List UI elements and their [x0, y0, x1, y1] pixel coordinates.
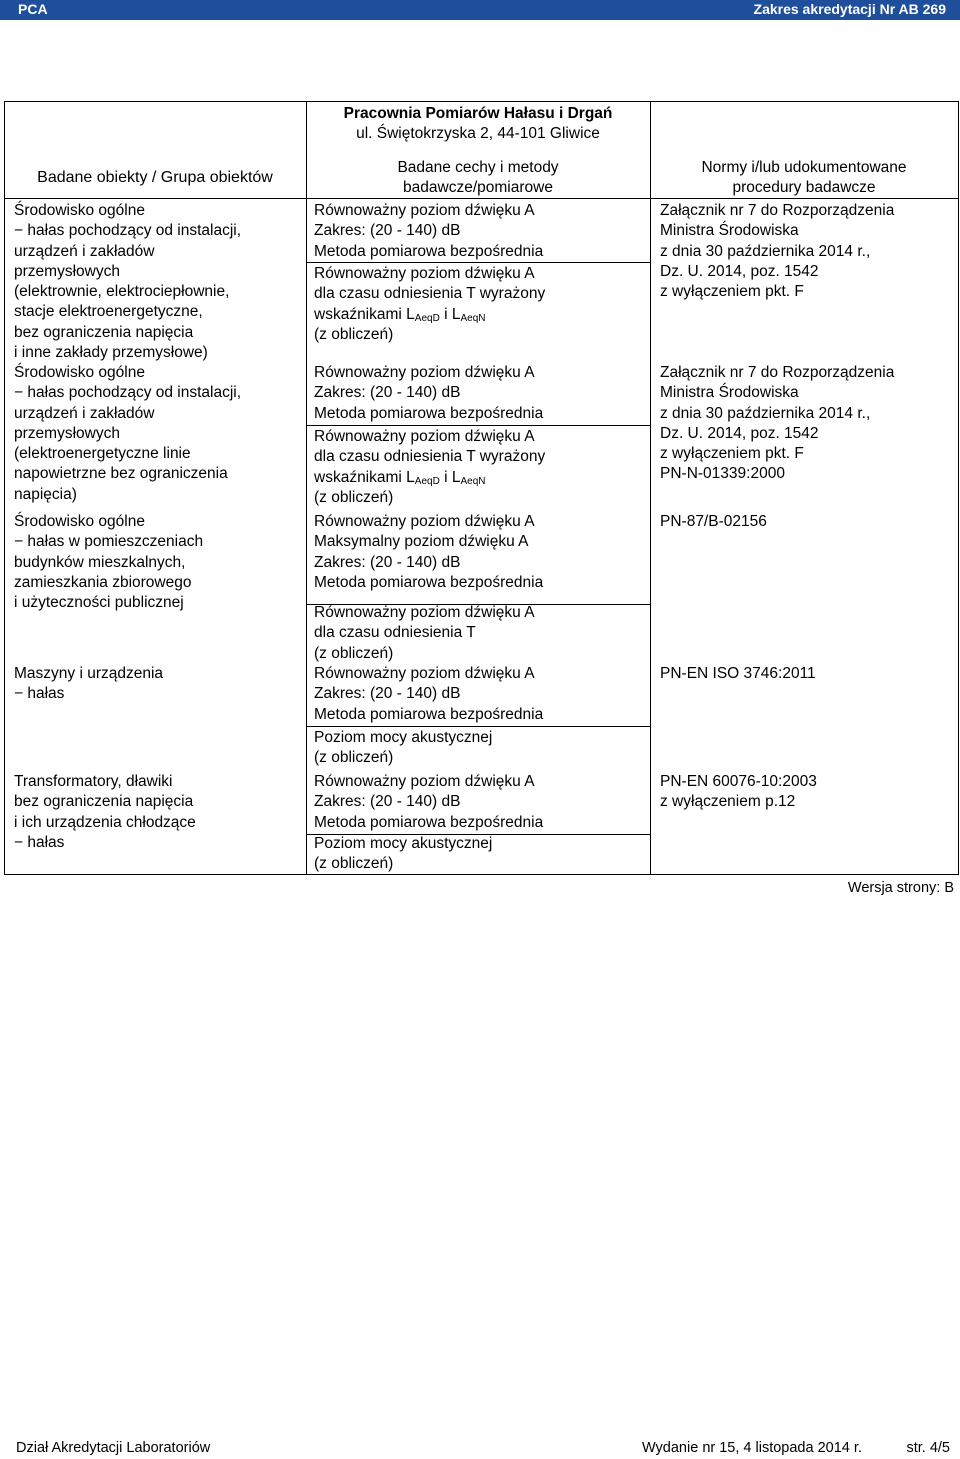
col2-header: Badane cechy i metody badawcze/pomiarowe [397, 159, 559, 197]
footer-department: Dział Akredytacji Laboratoriów [16, 1440, 211, 1456]
object-group-5: Transformatory, dławiki bez ograniczenia napięcia i ich urządzenia chłodzące − hałas [14, 773, 196, 851]
method-4b: Poziom mocy akustycznej (z obliczeń) [314, 729, 493, 767]
lab-name: Pracownia Pomiarów Hałasu i Drgań [343, 105, 613, 122]
object-group-3: Środowisko ogólne − hałas w pomieszczeniach budynków mieszkalnych, zamieszkania zbiorowego i użyteczności publicznej [14, 513, 204, 612]
method-5a: Równoważny poziom dźwięku A Zakres: (20 - 140) dB Metoda pomiarowa bezpośrednia [314, 773, 544, 831]
col1-header: Badane obiekty / Grupa obiektów [37, 169, 273, 186]
lab-address: ul. Świętokrzyska 2, 44-101 Gliwice [356, 125, 600, 142]
norms-3: PN-87/B-02156 [660, 513, 767, 530]
col3-header: Normy i/lub udokumentowane procedury badawcze [701, 159, 907, 197]
object-group-2: Środowisko ogólne − hałas pochodzący od instalacji, urządzeń i zakładów przemysłowych (elektroenergetyczne linie napowietrzne bez ograniczenia napięcia) [14, 364, 242, 503]
norms-2: Załącznik nr 7 do Rozporządzenia Ministra Środowiska z dnia 30 października 2014 r., Dz. U. 2014, poz. 1542 z wyłączeniem pkt. F PN-N-01339:2000 [660, 364, 895, 483]
footer-edition: Wydanie nr 15, 4 listopada 2014 r. [642, 1440, 862, 1456]
method-2a: Równoważny poziom dźwięku A Zakres: (20 - 140) dB Metoda pomiarowa bezpośrednia [314, 364, 544, 422]
method-5b: Poziom mocy akustycznej (z obliczeń) [314, 835, 493, 873]
object-group-4: Maszyny i urządzenia − hałas [14, 665, 164, 703]
header-title: Zakres akredytacji Nr AB 269 [753, 1, 946, 17]
method-2b: Równoważny poziom dźwięku A dla czasu odniesienia T wyrażony wskaźnikami $L_{AeqD}$ i $L_{AeqN}$ (z obliczeń) [314, 428, 546, 506]
method-1a: Równoważny poziom dźwięku A Zakres: (20 - 140) dB Metoda pomiarowa bezpośrednia [314, 202, 544, 260]
footer-page-number: str. 4/5 [906, 1440, 950, 1456]
header-org: PCA [18, 1, 48, 17]
object-group-1: Środowisko ogólne − hałas pochodzący od instalacji, urządzeń i zakładów przemysłowych (elektrownie, elektrociepłownie, stacje elektroenergetyczne, bez ograniczenia napięcia i inne zakłady przemysłowe) [14, 202, 242, 362]
page-header [0, 0, 960, 20]
norms-4: PN-EN ISO 3746:2011 [660, 665, 816, 682]
norms-5: PN-EN 60076-10:2003 z wyłączeniem p.12 [660, 773, 817, 811]
page-version: Wersja strony: B [847, 880, 954, 896]
method-1b: Równoważny poziom dźwięku A dla czasu odniesienia T wyrażony wskaźnikami $L_{AeqD}$ i $L_{AeqN}$ (z obliczeń) [314, 265, 546, 343]
method-3a: Równoważny poziom dźwięku A Maksymalny poziom dźwięku A Zakres: (20 - 140) dB Metoda pomiarowa bezpośrednia [314, 513, 544, 591]
method-4a: Równoważny poziom dźwięku A Zakres: (20 - 140) dB Metoda pomiarowa bezpośrednia [314, 665, 544, 723]
norms-1: Załącznik nr 7 do Rozporządzenia Ministra Środowiska z dnia 30 października 2014 r., Dz. U. 2014, poz. 1542 z wyłączeniem pkt. F [660, 202, 895, 301]
method-3b: Równoważny poziom dźwięku A dla czasu odniesienia T (z obliczeń) [314, 604, 535, 662]
